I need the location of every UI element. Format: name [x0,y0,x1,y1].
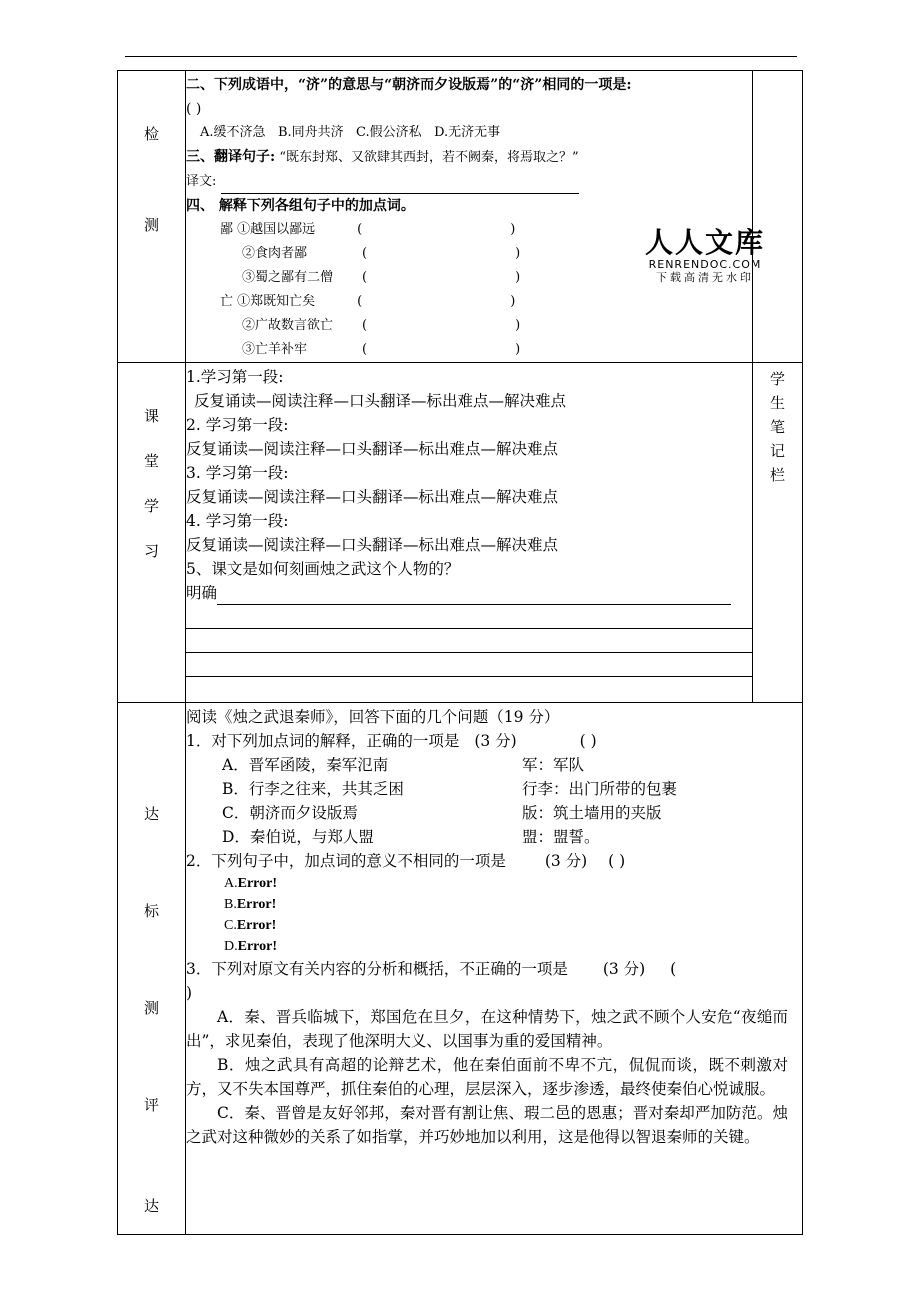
q3-score: (3 分) [602,960,646,978]
check-content [186,71,753,363]
step-method: 反复诵读—阅读注释—口头翻译—标出难点—解决难点 [186,488,559,506]
watermark-title: 人人文库 [645,226,766,259]
step-method: 反复诵读—阅读注释—口头翻译—标出难点—解决难点 [186,440,559,458]
q2-option: A.缓不济急 [200,125,266,140]
q3-line [186,145,752,170]
q4-item: ②广故数言欲亡 ( ) [186,314,752,338]
study-row [118,363,803,703]
check-row [118,71,803,363]
q2-stem-line [186,849,788,873]
study-content [186,363,753,703]
q4-item: ②食肉者鄙 ( ) [186,242,752,266]
q3-option-a: A．秦、晋兵临城下，郑国危在旦夕，在这种情势下，烛之武不顾个人安危“夜缒而出”，求见秦伯，表现了他深明大义、以国事为重的爱国精神。 [186,1008,788,1050]
assess-label [118,703,186,1235]
watermark-slogan: 下载高清无水印 [656,271,754,284]
q2-option: B.同舟共济 [277,125,344,140]
assess-content [186,703,803,1235]
step-title: 3. 学习第一段: [186,464,289,482]
q3-answer-blank[interactable] [221,175,579,194]
label-char: 笔 [769,418,785,436]
q5-text: 5、课文是如何刻画烛之武这个人物的？ [186,560,460,578]
assess-row [118,703,803,1235]
q2-option: C.Error! [224,918,277,933]
q1-option: A．晋军函陵，秦军氾南 军：军队 [222,756,585,774]
watermark-logo [645,228,765,285]
q2-options [186,121,752,145]
q4-item: ③蜀之鄙有二僧 ( ) [186,266,752,290]
q2-stem: 2．下列句子中，加点词的意义不相同的一项是 [186,852,506,870]
label-char: 学 [143,497,159,515]
label-char: 栏 [769,466,785,484]
q2-paren: ( ) [608,852,626,870]
label-char: 测 [143,216,159,234]
step-title: 2. 学习第一段: [186,416,289,434]
step-title: 1.学习第一段: [186,368,284,386]
label-char: 记 [769,442,785,460]
q1-stem-line [186,729,788,753]
q1-option: C．朝济而夕设版焉 版：筑土墙用的夹版 [222,804,662,822]
q1-score: (3 分) [474,732,517,750]
q4-group-char: 亡 [220,294,234,309]
q2-paren: ( ) [186,101,202,117]
label-char: 生 [769,394,785,412]
q3-sentence: “既东封郑、又欲肆其西封，若不阙秦，将焉取之？” [279,150,579,165]
header-rule [125,56,797,57]
answer-blank-line[interactable] [186,653,752,677]
label-char: 达 [143,1197,159,1215]
answer-line [186,581,752,605]
q3-paren-open: ( [670,960,677,978]
q4-item: 亡 ①郑既知亡矣 ( ) [186,290,752,314]
label-char: 评 [143,1096,159,1114]
label-char: 课 [143,407,159,425]
q1-option: D．秦伯说，与郑人盟 盟：盟誓。 [222,828,600,846]
label-char: 检 [143,125,159,143]
q3-answer-label: 译文: [186,174,217,189]
answer-blank-line[interactable] [186,605,752,629]
q4-item: 鄙 ①越国以鄙远 ( ) [186,218,752,242]
q4-group-char: 鄙 [220,222,234,237]
label-char: 达 [143,805,159,823]
answer-label: 明确 [186,584,218,602]
q4-title: 四、 解释下列各组句子中的加点词。 [186,198,415,214]
q2-option: C.假公济私 [356,125,422,140]
label-char: 标 [143,902,159,920]
q4-item-text: ②广故数言欲亡 [242,318,334,333]
q3-stem-line [186,957,788,1005]
q3-answer-line [186,170,752,194]
label-char: 习 [143,542,159,560]
q4-item-text: ③蜀之鄙有二僧 [242,270,334,285]
q4-item: ③亡羊补牢 ( ) [186,338,752,362]
q3-option-c: C．秦、晋曾是友好邻邦，秦对晋有割让焦、瑕二邑的恩惠；晋对秦却严加防范。烛之武对这种微妙的关系了如指掌，并巧妙地加以利用，这是他得以智退秦师的关键。 [186,1104,788,1146]
q3-stem: 3．下列对原文有关内容的分析和概括，不正确的一项是 [186,960,568,978]
step-method: 反复诵读—阅读注释—口头翻译—标出难点—解决难点 [186,536,559,554]
watermark-domain: RENRENDOC.COM [648,258,762,271]
notes-label [753,363,803,703]
q2-title: 二、下列成语中，“济”的意思与“朝济而夕设版焉”的“济”相同的一项是: [186,77,632,93]
q1-option: B．行李之往来，共其乏困 行李：出门所带的包裹 [222,780,678,798]
label-char: 学 [769,370,785,388]
assess-intro: 阅读《烛之武退秦师》，回答下面的几个问题（19 分） [186,708,560,726]
q2-option: D.Error! [224,939,278,954]
q1-paren: ( ) [579,732,597,750]
label-char: 堂 [143,452,159,470]
q4-item-text: ②食肉者鄙 [242,246,308,261]
q4-item-text: ③亡羊补牢 [242,342,308,357]
label-char: 测 [143,999,159,1017]
step-title: 4. 学习第一段: [186,512,289,530]
check-notes-cell [753,71,803,363]
q2-option: D.无济无事 [434,125,501,140]
q4-item-text: ①郑既知亡矣 [237,294,316,309]
q2-score: (3 分) [544,852,588,870]
q3-paren-close: ) [186,984,193,1002]
q2-option: A.Error! [224,876,278,891]
step-method: 反复诵读—阅读注释—口头翻译—标出难点—解决难点 [194,392,567,410]
answer-blank[interactable] [217,584,731,605]
check-label [118,71,186,363]
answer-blank-line[interactable] [186,629,752,653]
q2-option: B.Error! [224,897,277,912]
study-label [118,363,186,703]
q4-item-text: ①越国以鄙远 [237,222,316,237]
q3-option-b: B．烛之武具有高超的论辩艺术，他在秦伯面前不卑不亢，侃侃而谈，既不刺激对方，又不失本国尊严，抓住秦伯的心理，层层深入，逐步渗透，最终使秦伯心悦诚服。 [186,1056,788,1098]
q3-title: 三、翻译句子: [186,149,276,165]
q1-stem: 1．对下列加点词的解释，正确的一项是 [186,732,460,750]
